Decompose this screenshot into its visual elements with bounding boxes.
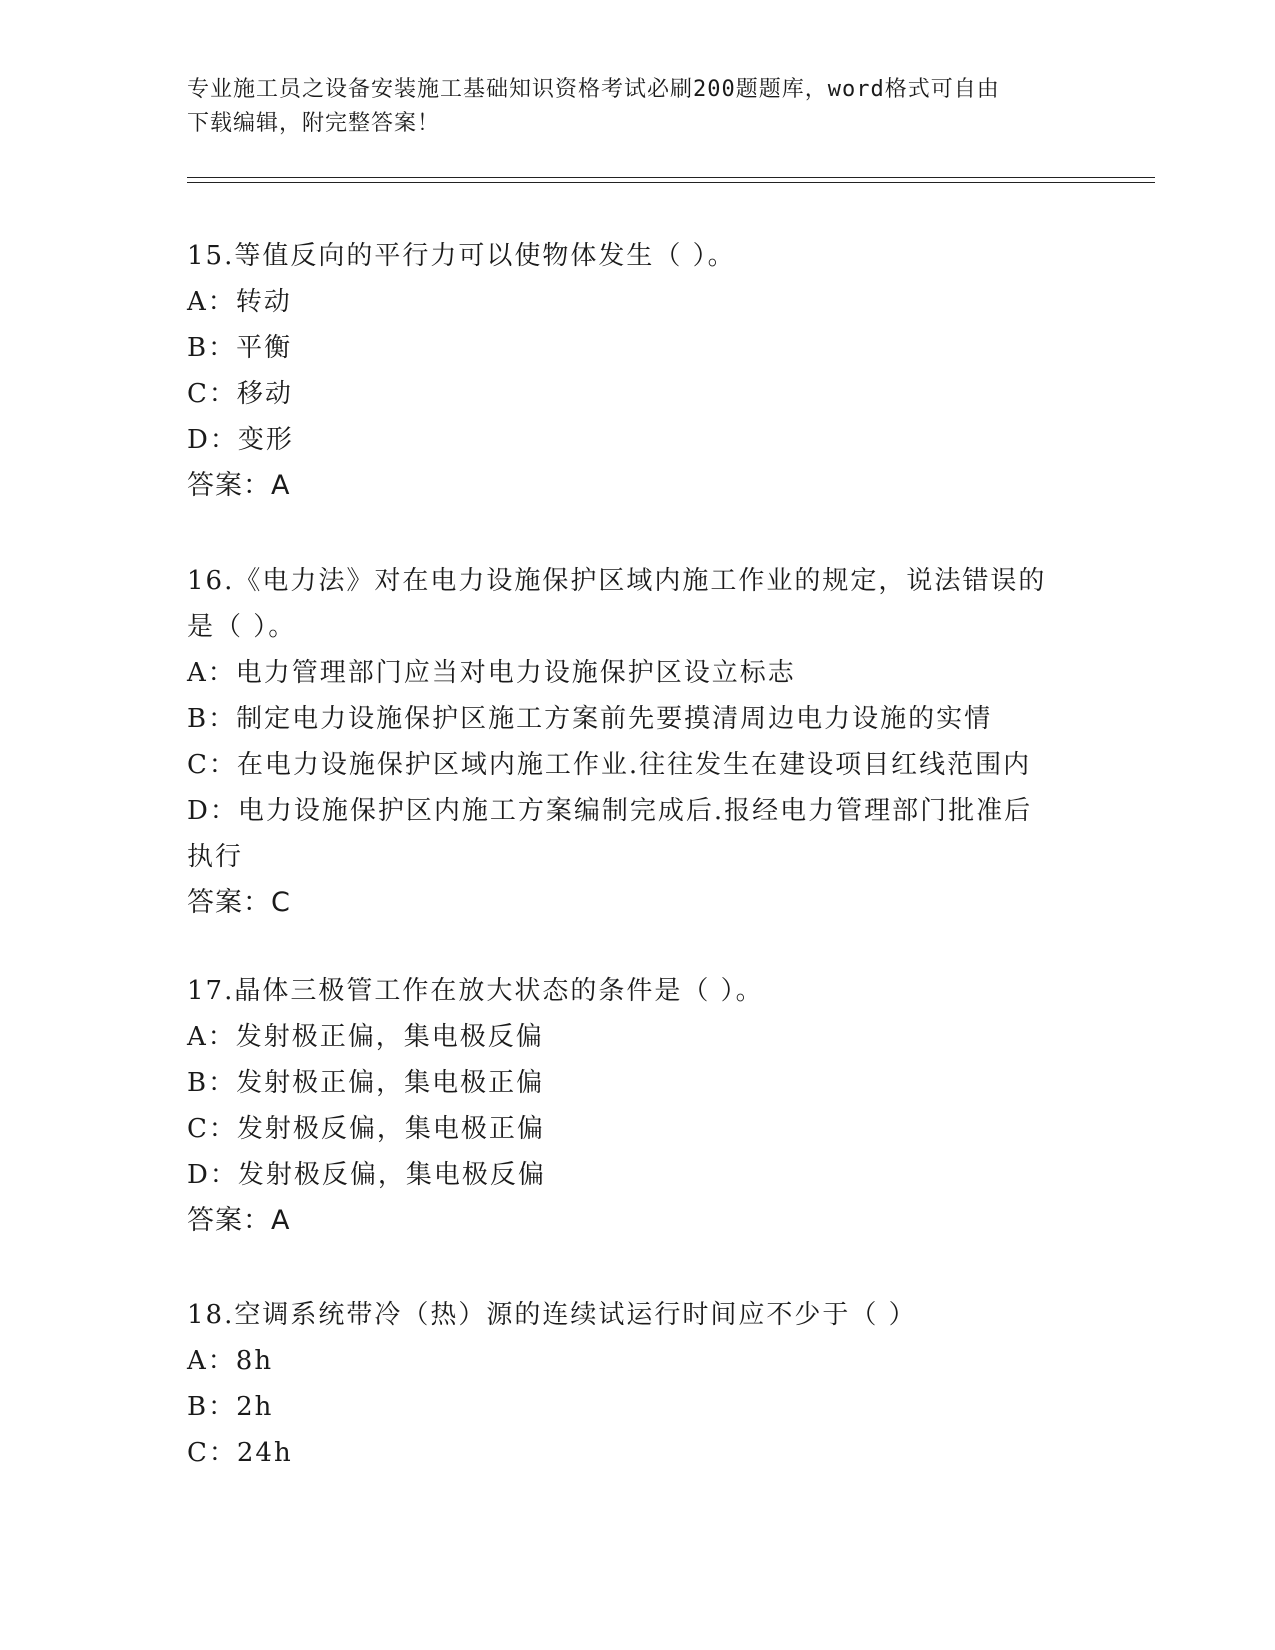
header-line-2: 下载编辑，附完整答案！ [187,111,441,136]
question-16 [187,558,1087,926]
option-c: C：移动 [187,379,293,409]
option-a: A：8h [187,1346,274,1376]
option-a: A：发射极正偏，集电极反偏 [187,1022,544,1052]
option-d: D：电力设施保护区内施工方案编制完成后.报经电力管理部门批准后 [187,796,1033,826]
question-18 [187,1292,1087,1476]
question-17 [187,968,1087,1244]
question-stem: 18.空调系统带冷（热）源的连续试运行时间应不少于（ ） [187,1300,917,1330]
option-d-continued: 执行 [187,842,244,872]
question-stem: 16.《电力法》对在电力设施保护区域内施工作业的规定，说法错误的 [187,566,1047,596]
option-d: D：变形 [187,425,294,455]
option-c: C：发射极反偏，集电极正偏 [187,1114,545,1144]
header-divider-bottom [187,182,1155,183]
question-stem: 15.等值反向的平行力可以使物体发生（ ）。 [187,241,736,271]
option-c: C：在电力设施保护区域内施工作业.往往发生在建设项目红线范围内 [187,750,1032,780]
option-a: A：电力管理部门应当对电力设施保护区设立标志 [187,658,796,688]
option-b: B：制定电力设施保护区施工方案前先要摸清周边电力设施的实情 [187,704,993,734]
answer-line: 答案：A [187,470,291,501]
option-b: B：2h [187,1392,274,1422]
option-b: B：发射极正偏，集电极正偏 [187,1068,545,1098]
option-d: D：发射极反偏，集电极反偏 [187,1160,546,1190]
option-b: B：平衡 [187,333,293,363]
header-line-1: 专业施工员之设备安装施工基础知识资格考试必刷200题题库，word格式可自由 [187,77,1000,102]
question-stem: 17.晶体三极管工作在放大状态的条件是（ ）。 [187,976,764,1006]
option-c: C：24h [187,1438,293,1468]
option-a: A：转动 [187,287,292,317]
answer-line: 答案：C [187,887,291,918]
document-header [187,73,1087,141]
question-stem-continued: 是（ ）。 [187,612,297,642]
header-divider-top [187,177,1155,178]
answer-line: 答案：A [187,1205,291,1236]
question-15 [187,233,1087,509]
